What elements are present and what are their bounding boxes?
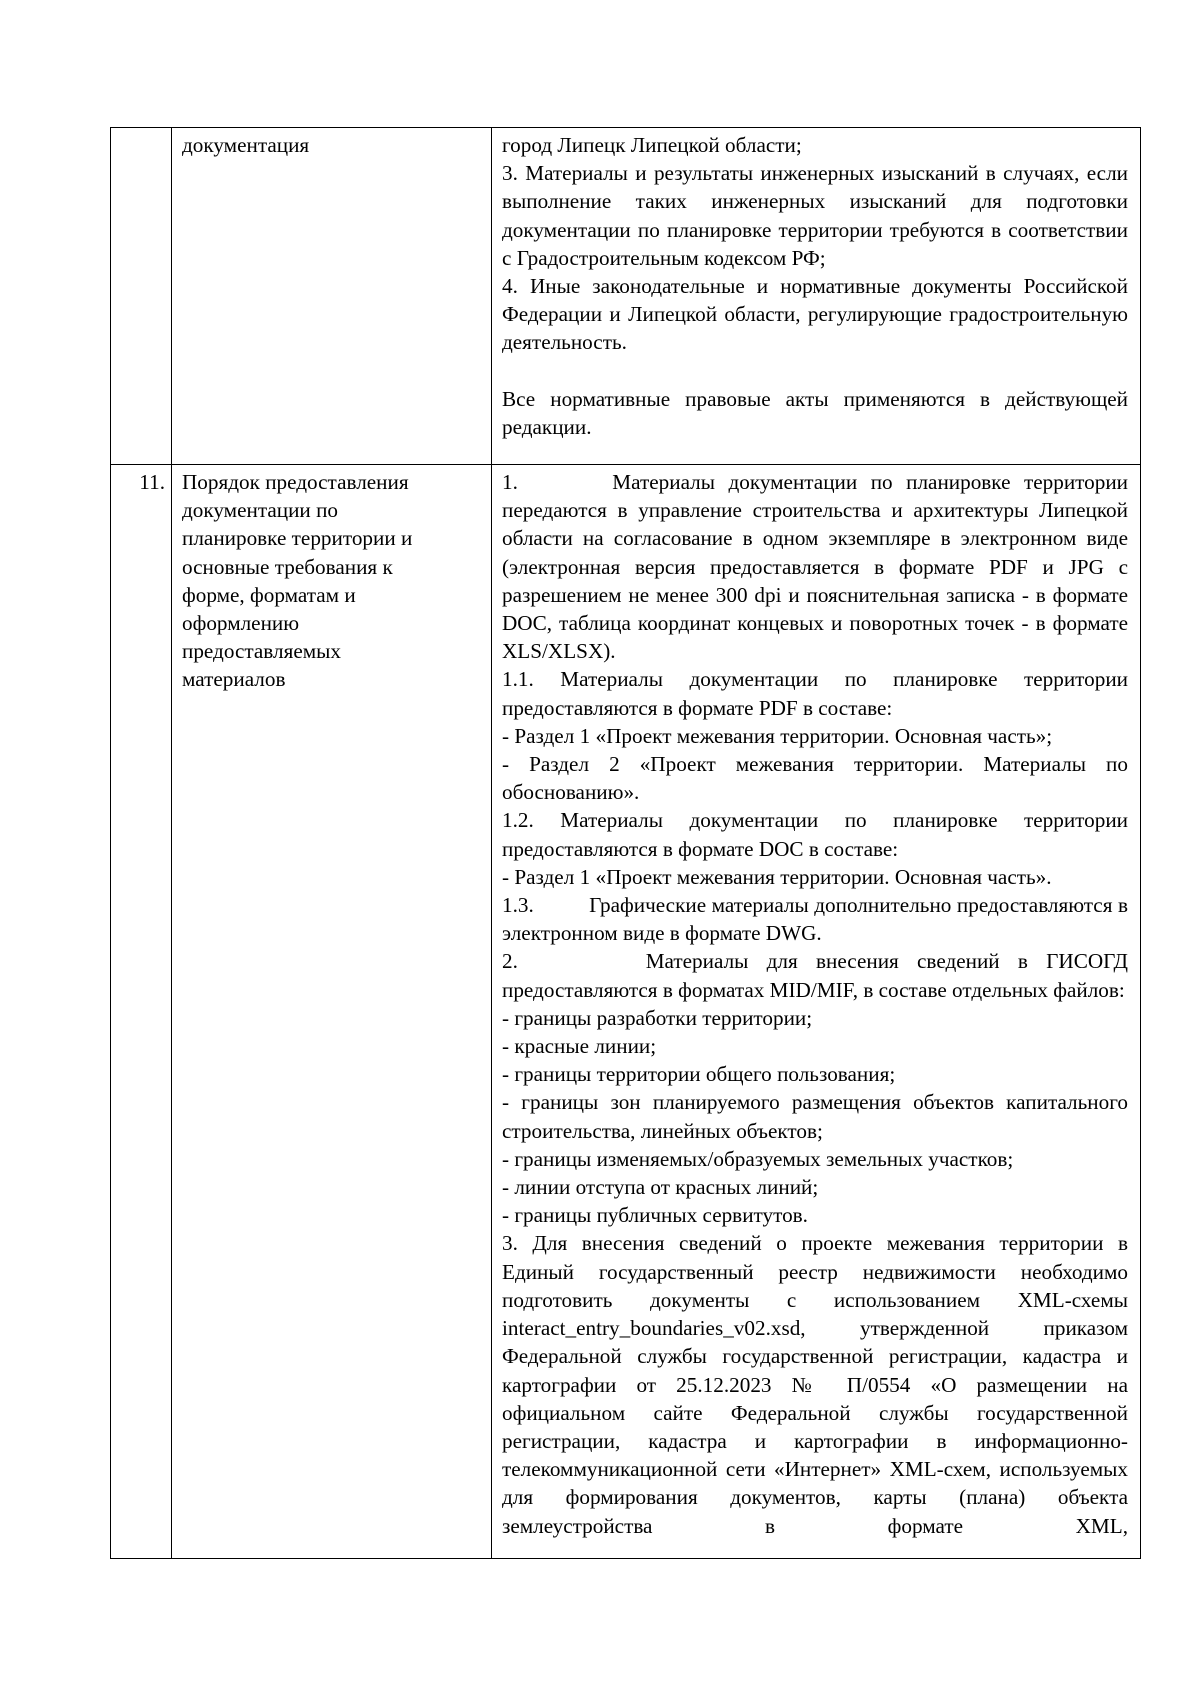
content-paragraph: - Раздел 2 «Проект межевания территории. Материалы по обоснованию». [502, 752, 1128, 805]
content-paragraph: - границы зон планируемого размещения объектов капитального строительства, линейных объектов; [502, 1090, 1128, 1143]
row-title-line: документации по [182, 498, 338, 523]
content-paragraph: - линии отступа от красных линий; [502, 1175, 819, 1200]
content-paragraph: Все нормативные правовые акты применяются в действующей редакции. [502, 386, 1128, 439]
content-paragraph: 2. Материалы для внесения сведений в ГИСОГД предоставляются в форматах MID/MIF, в составе отдельных файлов: [502, 949, 1128, 1002]
content-paragraph: 1.3. Графические материалы дополнительно предоставляются в электронном виде в формате DWG. [502, 893, 1128, 946]
row-title-line: документация [182, 133, 310, 157]
content-paragraph: - Раздел 1 «Проект межевания территории. Основная часть». [502, 864, 1052, 889]
row-title-line: планировке территории и [182, 526, 413, 551]
row-number-cell [111, 128, 172, 464]
row-title-line: форме, форматам и [182, 582, 356, 607]
content-paragraph: город Липецк Липецкой области; [502, 133, 802, 157]
content-paragraph: 4. Иные законодательные и нормативные документы Российской Федерации и Липецкой области, регулирующие градостроительную деятельность. [502, 274, 1128, 355]
content-paragraph: 1.2. Материалы документации по планировке территории предоставляются в формате DOC в составе: [502, 808, 1128, 861]
table-row [111, 128, 1140, 465]
row-title-line: Порядок предоставления [182, 470, 409, 494]
row-title-line: оформлению [182, 611, 300, 636]
content-paragraph: - красные линии; [502, 1034, 657, 1059]
document-table [110, 127, 1141, 1559]
table-row [111, 465, 1140, 1558]
content-paragraph: - Раздел 1 «Проект межевания территории. Основная часть»; [502, 723, 1053, 748]
row-title-cell [172, 128, 492, 464]
content-paragraph: - границы изменяемых/образуемых земельных участков; [502, 1146, 1014, 1171]
row-title-line: основные требования к [182, 554, 393, 579]
row-title-line: материалов [182, 667, 286, 692]
content-paragraph: 3. Материалы и результаты инженерных изысканий в случаях, если выполнение таких инженерных изысканий для подготовки документации по планировке территории требуются в соответствии с Градостроительным кодексом РФ; [502, 161, 1128, 270]
content-paragraph: - границы разработки территории; [502, 1005, 813, 1030]
paragraph-gap [502, 357, 1128, 385]
content-paragraph: - границы публичных сервитутов. [502, 1203, 808, 1228]
content-paragraph: - границы территории общего пользования; [502, 1062, 896, 1087]
content-paragraph: 1.1. Материалы документации по планировке территории предоставляются в формате PDF в составе: [502, 667, 1128, 720]
row-title-line: предоставляемых [182, 639, 341, 664]
row-content-cell [492, 128, 1140, 464]
row-content-cell [492, 465, 1140, 1558]
row-title-cell [172, 465, 492, 1558]
row-number-cell: 11. [111, 465, 172, 1558]
content-paragraph: 3. Для внесения сведений о проекте межевания территории в Единый государственный реестр недвижимости необходимо подготовить документы с использованием XML-схемы interact_entry_boundaries_v02.xsd, утвержденной приказом Федеральной службы государственной регистрации, кадастра и картографии от 25.12.2023 № П/0554 «О размещении на официальном сайте Федеральной службы государственной регистрации, кадастра и картографии в информационно-телекоммуникационной сети «Интернет» XML-схем, используемых для формирования документов, карты (плана) объекта землеустройства в формате XML, [502, 1231, 1128, 1538]
content-paragraph: 1. Материалы документации по планировке территории передаются в управление строительства и архитектуры Липецкой области на согласование в одном экземпляре в электронном виде (электронная версия предоставляется в формате PDF и JPG с разрешением не менее 300 dpi и пояснительная записка - в формате DOC, таблица координат концевых и поворотных точек - в формате XLS/XLSX). [502, 470, 1128, 664]
